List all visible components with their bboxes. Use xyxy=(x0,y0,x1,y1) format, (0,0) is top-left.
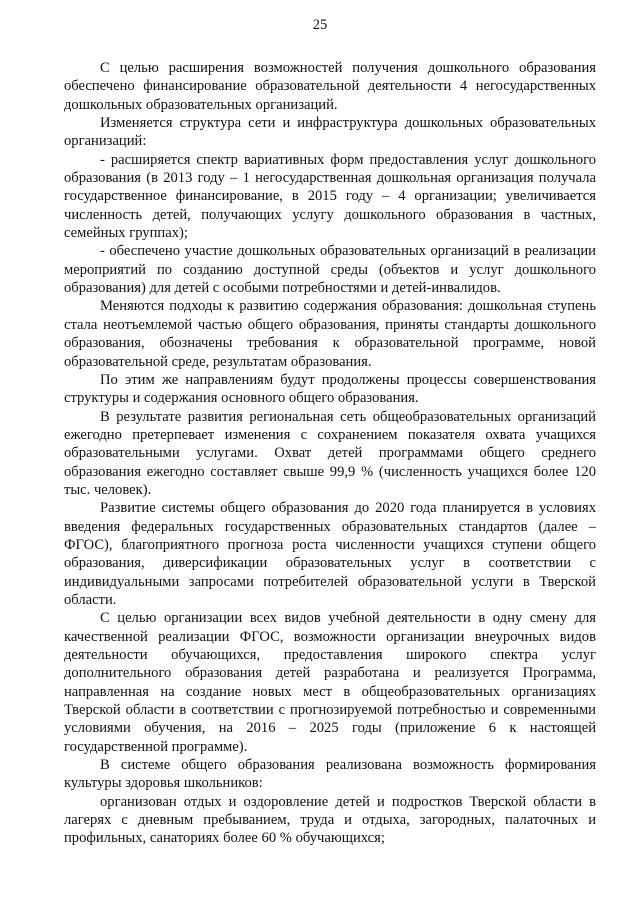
list-item: - расширяется спектр вариативных форм предоставления услуг дошкольного образования (в 2013 году – 1 негосударственная дошкольная организация получала государственное финансирование, в 2015 году – 4 организации; увеличивается численность детей, получающих услугу дошкольного образования в частных, семейных группах); xyxy=(64,151,596,242)
paragraph: В результате развития региональная сеть общеобразовательных организаций ежегодно претерпевает изменения с сохранением показателя охвата учащихся образовательными услугами. Охват детей программами общего среднего образования ежегодно составляет свыше 99,9 % (численность учащихся более 120 тыс. человек). xyxy=(64,408,596,498)
paragraph: С целью расширения возможностей получения дошкольного образования обеспечено финансирование образовательной деятельности 4 негосударственных дошкольных образовательных организаций. xyxy=(64,60,596,113)
paragraph: В системе общего образования реализована возможность формирования культуры здоровья школьников: xyxy=(64,757,596,792)
paragraph: Развитие системы общего образования до 2020 года планируется в условиях введения федеральных государственных образовательных стандартов (далее – ФГОС), благоприятного прогноза роста численности учащихся ступени общего образования, диверсификации образовательных услуг в соответствии с индивидуальными запросами потребителей образовательной услуги в Тверской области. xyxy=(64,500,596,608)
paragraph: С целью организации всех видов учебной деятельности в одну смену для качественной реализации ФГОС, возможности организации внеурочных видов деятельности обучающихся, предоставления широкого спектра услуг дополнительного образования детей разработана и реализуется Программа, направленная на создание новых мест в общеобразовательных организациях Тверской области в соответствии с прогнозируемой потребностью и современными условиями обучения, на 2016 – 2025 годы (приложение 6 к настоящей государственной программе). xyxy=(64,610,596,755)
document-body xyxy=(64,59,596,848)
paragraph: организован отдых и оздоровление детей и подростков Тверской области в лагерях с дневным пребыванием, труда и отдыха, загородных, палаточных и профильных, санаториях более 60 % обучающихся; xyxy=(64,793,596,847)
list-item: - обеспечено участие дошкольных образовательных организаций в реализации мероприятий по созданию доступной среды (объектов и услуг дошкольного образования) для детей с особыми потребностями и детей-инвалидов. xyxy=(64,243,596,297)
paragraph: Изменяется структура сети и инфраструктура дошкольных образовательных организаций: xyxy=(64,115,596,150)
page-number: 25 xyxy=(312,17,328,33)
paragraph: Меняются подходы к развитию содержания образования: дошкольная ступень стала неотъемлемой частью общего образования, приняты стандарты дошкольного образования, обозначены требования к образовательной программе, новой образовательной среде, результатам образования. xyxy=(64,298,596,370)
paragraph: По этим же направлениям будут продолжены процессы совершенствования структуры и содержания основного общего образования. xyxy=(64,371,596,407)
